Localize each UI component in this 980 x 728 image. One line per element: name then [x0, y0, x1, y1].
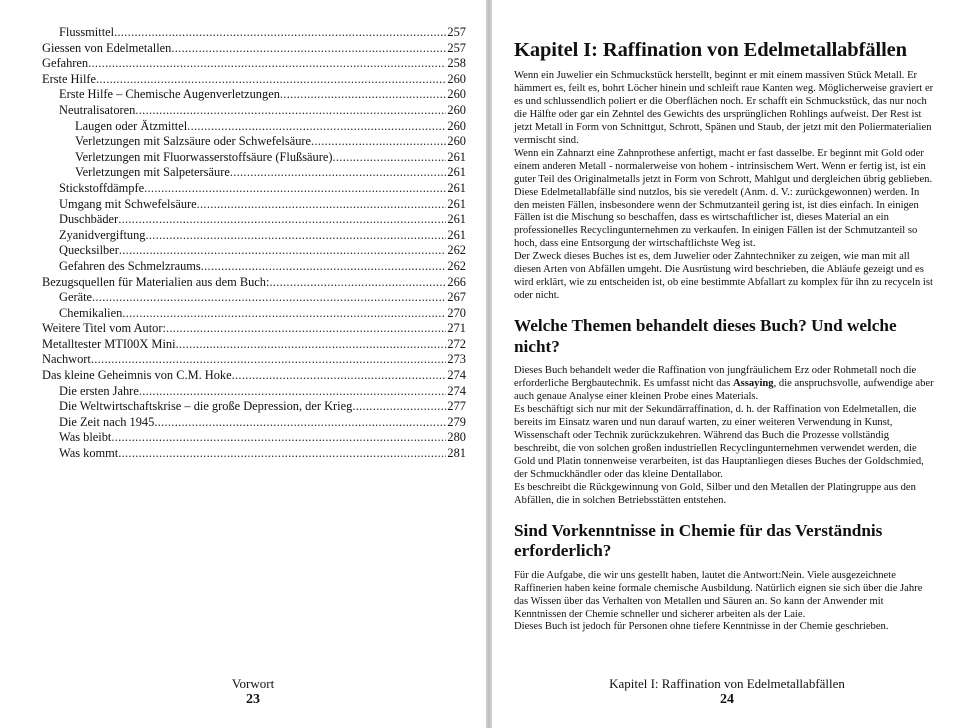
toc-entry-page: 262 [447, 243, 466, 258]
toc-entry-page: 261 [447, 180, 466, 195]
toc-entry-page: 272 [447, 336, 466, 351]
toc-entry[interactable] [42, 384, 466, 400]
toc-entry-title: Laugen oder Ätzmittel [75, 118, 188, 133]
footer-label: Kapitel I: Raffination von Edelmetallabfällen [609, 676, 845, 691]
toc-leader-dots [146, 228, 447, 244]
toc-entry[interactable] [42, 165, 466, 181]
toc-leader-dots [111, 430, 446, 446]
toc-entry[interactable] [42, 415, 466, 431]
toc-entry-page: 271 [447, 321, 466, 336]
toc-entry-title: Gefahren des Schmelzraums [59, 258, 201, 273]
toc-entry-page: 279 [447, 414, 466, 429]
toc-entry-page: 266 [447, 274, 466, 289]
toc-leader-dots [92, 290, 446, 306]
toc-leader-dots [269, 275, 446, 291]
right-page [492, 0, 980, 728]
toc-entry-title: Erste Hilfe – Chemische Augenverletzungen [59, 87, 280, 102]
toc-leader-dots [352, 399, 446, 415]
toc-entry[interactable] [42, 72, 466, 88]
toc-entry-title: Das kleine Geheimnis von C.M. Hoke [42, 368, 232, 383]
chemistry-section [514, 570, 936, 635]
toc-entry[interactable] [42, 306, 466, 322]
toc-entry-page: 277 [447, 399, 466, 414]
toc-entry-page: 270 [447, 305, 466, 320]
toc-entry-page: 273 [447, 352, 466, 367]
section-heading: Sind Vorkenntnisse in Chemie für das Verständnis erforderlich? [514, 520, 883, 561]
toc-entry[interactable] [42, 103, 466, 119]
toc-entry-title: Gefahren [42, 56, 89, 71]
toc-entry-title: Duschbäder [59, 212, 119, 227]
toc-entry-page: 262 [447, 258, 466, 273]
paragraph: Der Zweck dieses Buches ist es, dem Juwelier oder Zahntechniker zu zeigen, wie man mit all diesen Arten von Abfällen umgeht. Die Ausrüstung wird beschrieben, die Abläufe gezeigt und es wird erklärt, wie zu entscheiden ist, ob eine bestimmte Abfallart zu komplex für ihn zu recyceln ist oder nicht. [514, 251, 933, 302]
toc-entry-page: 274 [447, 368, 466, 383]
toc-entry-title: Die ersten Jahre [59, 383, 139, 398]
toc-entry-title: Bezugsquellen für Materialien aus dem Buch: [42, 274, 270, 289]
toc-entry-title: Erste Hilfe [42, 71, 97, 86]
toc-entry[interactable] [42, 134, 466, 150]
toc-entry-title: Quecksilber [59, 243, 119, 258]
toc-entry-title: Chemikalien [59, 305, 123, 320]
topics-section [514, 365, 936, 507]
toc-entry[interactable] [42, 321, 466, 337]
toc-entry-page: 280 [447, 430, 466, 445]
toc-leader-dots [118, 212, 446, 228]
toc-leader-dots [96, 72, 446, 88]
toc-entry[interactable] [42, 430, 466, 446]
paragraph: Es beschäftigt sich nur mit der Sekundärraffination, d. h. der Raffination von Edelmetallen, die bereits im Einsatz waren und nun darauf warten, zu einer weiteren Verwendung in Kunst, Wissenschaft oder Technik zurückzukehren. Während das Buch die Prozesse vollständig beschreibt, die von solchen großen industriellen Recyclingunternehmen verwendet werden, die Gold und Platin tonnenweise verarbeiten, ist das Hauptanliegen dieses Buches der Goldschmied, der Schmuckhändler oder das kleine Dentallabor. [514, 404, 924, 480]
bold-term: Assaying [732, 378, 774, 390]
footer-label: Vorwort [231, 676, 275, 691]
toc-entry-page: 261 [447, 196, 466, 211]
toc-entry-title: Neutralisatoren [59, 102, 136, 117]
left-page [0, 0, 486, 728]
toc-entry-title: Die Weltwirtschaftskrise – die große Depression, der Krieg [59, 399, 353, 414]
toc-entry[interactable] [42, 212, 466, 228]
toc-entry[interactable] [42, 197, 466, 213]
intro-section [514, 70, 936, 303]
toc-entry-title: Geräte [59, 290, 93, 305]
toc-leader-dots [118, 446, 446, 462]
toc-leader-dots [201, 259, 447, 275]
toc-entry[interactable] [42, 56, 466, 72]
toc-leader-dots [232, 368, 447, 384]
toc-leader-dots [114, 25, 446, 41]
toc-entry[interactable] [42, 337, 466, 353]
toc-leader-dots [135, 103, 446, 119]
toc-entry-title: Verletzungen mit Salpetersäure [75, 165, 230, 180]
toc-leader-dots [311, 134, 446, 150]
toc-entry-page: 261 [447, 149, 466, 164]
toc-entry-page: 261 [447, 165, 466, 180]
paragraph: Wenn ein Zahnarzt eine Zahnprothese anfertigt, macht er fast dasselbe. Er beginnt mit Gold oder einem anderen Metall - normalerweise von hohem - intrinsischem Wert. Wenn er fertig ist, ist ein guter Teil des Originalmetalls jetzt in Form von Schrott, Mahlgut und dergleichen übrig geblieben. Diese Edelmetallabfälle sind nutzlos, bis sie veredelt (Anm. d. V.: zurückgewonnen) werden. In den meisten Fällen, insbesondere wenn der Schmutzanteil gering ist, ist dies einfach. In einigen Fällen ist die Mischung so beschaffen, dass es wirtschaftlicher ist, dieses Material an ein professionelles Recyclingunternehmen zu verkaufen. In einigen Fällen ist der Schmutzanteil so hoch, dass eine Entsorgung der wirtschaftlichste Weg ist. [514, 147, 933, 250]
toc-entry[interactable] [42, 368, 466, 384]
toc-entry[interactable] [42, 275, 466, 291]
toc-entry-title: Flussmittel [59, 25, 115, 39]
toc-leader-dots [280, 87, 447, 103]
paragraph: Dieses Buch behandelt weder die Raffination von jungfräulichem Erz oder Rohmetall noch die erforderliche Bergbautechnik. Es umfasst nicht das Assaying, die anspruchsvolle, aufwendige aber auch genaue Analyse einer kleinen Probe eines Materials. [514, 365, 934, 403]
toc-leader-dots [171, 41, 446, 57]
toc-entry-page: 261 [447, 227, 466, 242]
toc-entry-page: 260 [447, 118, 466, 133]
toc-leader-dots [154, 415, 446, 431]
table-of-contents [42, 25, 466, 462]
chapter-title: Kapitel I: Raffination von Edelmetallabfällen [514, 39, 907, 61]
toc-entry-page: 260 [447, 71, 466, 86]
toc-leader-dots [144, 181, 446, 197]
toc-leader-dots [197, 197, 447, 213]
toc-entry[interactable] [42, 25, 466, 41]
toc-entry-page: 257 [447, 40, 466, 55]
toc-entry-page: 260 [447, 102, 466, 117]
toc-entry-title: Giessen von Edelmetallen [42, 40, 172, 55]
toc-entry[interactable] [42, 352, 466, 368]
toc-entry[interactable] [42, 87, 466, 103]
paragraph: Wenn ein Juwelier ein Schmuckstück herstellt, beginnt er mit einem massiven Stück Metall. Er hämmert es, feilt es, bohrt Löcher hinein und schleift raue Kanten weg. Möglicherweise graviert er es und schlussendlich poliert er die Oberflächen noch. Er schafft ein Schmuckstück, das nur noch die Hälfte oder gar ein Zehntel des Gewichts des ursprünglichen Rohlings aufweist. Der Rest ist jetzt Metall in Form von Schnittgut, Schrott, Spänen und Staub, der jetzt mit den Poliermaterialien vermischt sind. [514, 70, 934, 146]
toc-entry[interactable] [42, 41, 466, 57]
paragraph: Es beschreibt die Rückgewinnung von Gold, Silber und den Metallen der Platingruppe aus den Abfällen, die in solchen Betriebsstätten entstehen. [514, 481, 916, 506]
toc-entry-page: 260 [447, 134, 466, 149]
toc-entry-title: Weitere Titel vom Autor: [42, 321, 166, 336]
toc-entry-page: 260 [447, 87, 466, 102]
paragraph: Dieses Buch ist jedoch für Personen ohne tiefere Kenntnisse in der Chemie geschrieben. [514, 621, 889, 633]
page-number: 24 [720, 692, 734, 707]
page-number: 23 [246, 692, 260, 707]
chapter-content [514, 38, 936, 634]
toc-entry-title: Metalltester MTI00X Mini [42, 336, 176, 351]
toc-entry-page: 274 [447, 383, 466, 398]
toc-entry[interactable] [42, 228, 466, 244]
toc-leader-dots [119, 243, 447, 259]
toc-entry-title: Zyanidvergiftung [59, 227, 146, 242]
toc-entry[interactable] [42, 243, 466, 259]
toc-entry-page: 257 [447, 25, 466, 39]
toc-leader-dots [88, 56, 446, 72]
toc-entry-title: Die Zeit nach 1945 [59, 414, 155, 429]
toc-entry-page: 267 [447, 290, 466, 305]
toc-leader-dots [230, 165, 447, 181]
toc-leader-dots [139, 384, 447, 400]
toc-leader-dots [176, 337, 447, 353]
toc-leader-dots [91, 352, 447, 368]
toc-entry-page: 281 [447, 446, 466, 461]
toc-entry-title: Stickstoffdämpfe [59, 180, 145, 195]
toc-entry[interactable] [42, 290, 466, 306]
toc-leader-dots [166, 321, 446, 337]
toc-entry[interactable] [42, 150, 466, 166]
toc-entry[interactable] [42, 181, 466, 197]
toc-entry-title: Umgang mit Schwefelsäure [59, 196, 197, 211]
toc-entry[interactable] [42, 446, 466, 462]
toc-entry[interactable] [42, 399, 466, 415]
toc-entry-title: Nachwort [42, 352, 91, 367]
section-heading: Welche Themen behandelt dieses Buch? Und welche nicht? [514, 316, 897, 356]
toc-entry[interactable] [42, 119, 466, 135]
toc-leader-dots [187, 119, 446, 135]
toc-entry-title: Verletzungen mit Fluorwasserstoffsäure (Flußsäure) [75, 149, 333, 164]
toc-entry-title: Verletzungen mit Salzsäure oder Schwefelsäure [75, 134, 312, 149]
paragraph: Für die Aufgabe, die wir uns gestellt haben, lautet die Antwort:Nein. Viele ausgezeichnete Raffinerien haben keine formale chemische Ausbildung. Natürlich eignen sie sich über die Jahre das Wissen über das Verhalten von Metallen und Säuren an. So kann der Anwender mit Kenntnissen der Chemie schneller und sicherer arbeiten als der Laie. [514, 569, 923, 620]
toc-leader-dots [333, 150, 447, 166]
toc-entry-title: Was kommt [59, 446, 119, 461]
toc-leader-dots [122, 306, 446, 322]
toc-entry-title: Was bleibt [59, 430, 112, 445]
toc-entry[interactable] [42, 259, 466, 275]
toc-entry-page: 261 [447, 212, 466, 227]
toc-entry-page: 258 [447, 56, 466, 71]
